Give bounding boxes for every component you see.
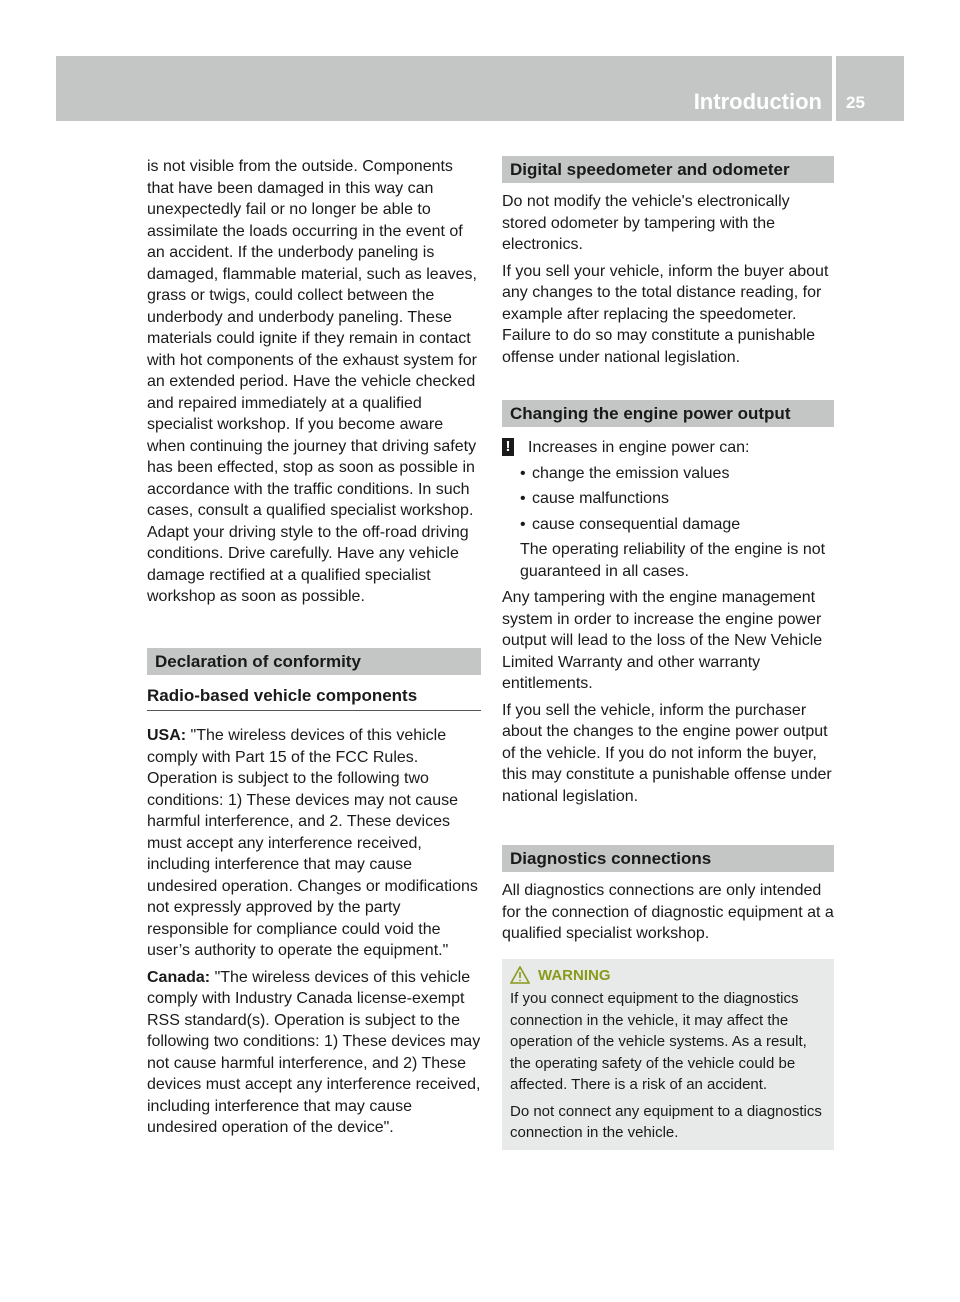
- usa-paragraph: [147, 725, 481, 962]
- canada-text: "The wireless devices of this vehicle comply with Industry Canada license-exempt RSS standard(s). Operation is subject to the following two conditions: 1) These devices may not cause harmful interference, and 2) These devices must accept any interference received, including interference that may cause undesired operation of the device".: [147, 968, 481, 1136]
- speedometer-title: Digital speedometer and odometer: [502, 156, 834, 183]
- usa-label: USA:: [147, 727, 187, 744]
- diagnostics-title: Diagnostics connections: [502, 845, 834, 872]
- engine-bullet-list: [502, 463, 834, 536]
- usa-text: "The wireless devices of this vehicle comply with Part 15 of the FCC Rules. Operation is subject to the following two conditions: 1) These devices may not cause harmful interference, and 2. These devices must accept any interference received, including interference that may cause undesired operation. Changes or modifications not expressly approved by the party responsible for compliance could void the user’s authority to operate the equipment.": [147, 727, 478, 959]
- engine-title: Changing the engine power output: [502, 400, 834, 427]
- warning-paragraph-1: If you connect equipment to the diagnostics connection in the vehicle, it may affect the operation of the vehicle systems. As a result, the operating safety of the vehicle could be affected. There is a risk of an accident.: [510, 990, 807, 1093]
- canada-label: Canada:: [147, 968, 211, 986]
- radio-heading: Radio-based vehicle components: [147, 685, 481, 712]
- engine-paragraph-1: Any tampering with the engine management system in order to increase the engine power output will lead to the loss of the New Vehicle Limited Warranty and other warranty entitlements.: [502, 589, 823, 692]
- conformity-title: Declaration of conformity: [147, 648, 481, 675]
- page-header: [56, 56, 904, 121]
- canada-paragraph: [147, 967, 481, 1139]
- list-item: • change the emission values: [520, 463, 834, 485]
- page-number: 25: [846, 93, 865, 112]
- speedometer-paragraph-1: Do not modify the vehicle's electronically stored odometer by tampering with the electronics.: [502, 193, 790, 253]
- engine-note-end: The operating reliability of the engine is not guaranteed in all cases.: [520, 541, 826, 580]
- warning-triangle-icon: [510, 966, 530, 984]
- warning-title: WARNING: [538, 966, 611, 984]
- list-item: • cause malfunctions: [520, 488, 834, 510]
- warning-box: [502, 959, 834, 1150]
- warning-header: [510, 965, 826, 987]
- intro-paragraph: is not visible from the outside. Components that have been damaged in this way can unexpectedly fail or no longer be able to assimilate the loads occurring in the event of an accident. If the underbody paneling is damaged, flammable material, such as leaves, grass or twigs, could collect between the underbody and underbody paneling. These materials could ignite if they remain in contact with hot components of the exhaust system for an extended period. Have the vehicle checked and repaired immediately at a qualified specialist workshop. If you become aware when continuing the journey that driving safety has been effected, stop as soon as possible in accordance with the traffic conditions. In such cases, consult a qualified specialist workshop. Adapt your driving style to the off-road driving conditions. Drive carefully. Have any vehicle damage rectified at a qualified specialist workshop as soon as possible.: [147, 158, 477, 605]
- engine-note-intro: Increases in engine power can:: [528, 439, 750, 456]
- section-title-header: Introduction: [693, 89, 822, 114]
- speedometer-paragraph-2: If you sell your vehicle, inform the buyer about any changes to the total distance reading, for example after replacing the speedometer. Failure to do so may constitute a punishable offense under national legislation.: [502, 262, 829, 366]
- warning-paragraph-2: Do not connect any equipment to a diagnostics connection in the vehicle.: [510, 1102, 822, 1141]
- exclamation-icon: !: [502, 438, 514, 456]
- right-column: [502, 156, 834, 1150]
- engine-paragraph-2: If you sell the vehicle, inform the purchaser about the changes to the engine power output of the vehicle. If you do not inform the buyer, this may constitute a punishable offense under national legislation.: [502, 701, 832, 805]
- left-column: [147, 156, 481, 1144]
- diagnostics-paragraph: All diagnostics connections are only intended for the connection of diagnostic equipment at a qualified specialist workshop.: [502, 882, 834, 942]
- engine-note: [502, 437, 834, 459]
- list-item: • cause consequential damage: [520, 514, 834, 536]
